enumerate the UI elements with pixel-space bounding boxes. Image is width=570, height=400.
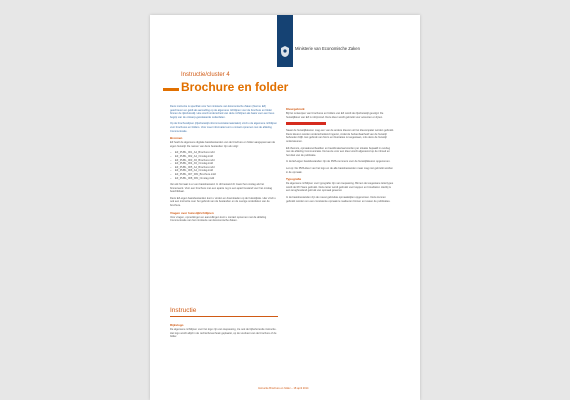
list-item: – EZ_PUBL_008_DIN_Omslag.indd (170, 177, 278, 181)
typo-paragraph: De algemene richtlijnen voor typografie zijn van toepassing. Binnen de toegestane lettertypes wordt de RO Sans gebruikt. Deze letter wordt gebruikt voor koppen en broodtekst. Hierbij is een terughoudend gebruik van opmaak gewenst. (286, 182, 394, 193)
list-item: – EZ_PUBL_005_A4_Brochure.indd (170, 166, 278, 170)
crest-icon (279, 45, 291, 58)
title-accent-line (163, 88, 179, 91)
typo-paragraph-2: In de basisbestanden zijn de meest gebruikte opmaakstijlen opgenomen. Deze kunnen gebruikt worden om een consistente opmaak te realiseren binnen en tussen de publicaties. (286, 195, 391, 203)
rijkslogo-paragraph: De algemene richtlijnen voor het logo zijn van toepassing, zie ook de bijbehorende instructie. Het logo wordt altijd in de rechterbovenhoek geplaatst, op de voorkant van de brochure of de folder. (170, 328, 277, 339)
list-item: – EZ_PUBL_006_A4_Omslag.indd (170, 169, 278, 173)
list-item: – EZ_PUBL_001_A4_Brochure.indd (170, 151, 278, 155)
bronnen-paragraph-2: Van elk formaat is er een basisbestand. In dit bestand zit zowel het omslag als het binnenwerk. Voor een brochure met een aparte rug is een apart bestand voor het omslag beschikbaar. (170, 183, 273, 194)
intro-paragraph-2: Op de brochurelijnen (rijkshuisstijl.nl/communicatiematerialen) vindt u de algemene richtlijnen voor brochures en folders. Voor meer informatie kunt u contact opnemen met de afdeling Communicatie. (170, 122, 277, 133)
kleur-paragraph-4: In de EZ-eigen basisbestanden zijn de PMS-nummers voor de huisstijlkleuren opgenomen. (286, 160, 391, 164)
kleur-paragraph: Bij het ontwerpen van brochures en folders van EZ wordt de rijkshuisstijl gevolgd. De huisstijlkleur van EZ is robijnrood. Deze kleur wordt gebruikt voor accenten en lijnen. (286, 112, 384, 119)
list-item: – EZ_PUBL_004_A5_Omslag.indd (170, 162, 278, 166)
bronnen-paragraph: EZ heeft de algemene digitale basisbestanden van de brochure en folder aangepast aan de eigen huisstijl. De namen van deze bestanden zijn als volgt: (170, 141, 276, 148)
list-item: – EZ_PUBL_007_DIN_Brochure.indd (170, 173, 278, 177)
color-swatch-bar (286, 122, 326, 125)
document-subtitle: Instructie/cluster 4 (181, 72, 230, 78)
ministry-name: Ministerie van Economische Zaken (295, 46, 360, 51)
section-divider (170, 316, 278, 317)
file-list (170, 151, 278, 180)
heading-typografie: Typografie (286, 177, 302, 182)
instructie-section (170, 321, 278, 342)
kleur-paragraph-2: Naast de huisstijlkleuren mag een van de andere kleuren uit het kleurenpalet worden gebruikt. Deze kleuren worden onderscheidend ingezet, zodat de herkenbaarheid van de huisstijl behouden blijft. Het gebruik van foto's en illustraties is toegestaan, mits deze de huisstijl ondersteunen. (286, 129, 394, 143)
left-column (170, 105, 278, 226)
heading-rijkslogo: Rijkslogo (170, 323, 184, 327)
document-page (150, 15, 420, 400)
heading-kleurgebruik: Kleurgebruik (286, 107, 305, 111)
kleur-paragraph-5: Let op: De PMS-kleur van het logo en de alle basisbestanden maar mag niet gebruikt worden in de opmaak. (286, 166, 393, 174)
heading-bronnen: Bronnen (170, 136, 183, 141)
document-title: Brochure en folder (181, 80, 289, 94)
heading-vragen: Vragen over huisstijlrichtlijnen (170, 210, 214, 215)
rijkslogo-bar (277, 15, 293, 67)
right-column (286, 105, 394, 206)
page-footer: Instructie Brochure en folder – 18 april 2014 (258, 387, 309, 390)
bronnen-paragraph-3: Deze EZ-eigen basisbestanden kunt u vinden en downloaden op de huisstijlsite. Hier vindt u ook een instructie over het gebruik van de bestanden en de overige onderdelen van de brochure. (170, 196, 276, 208)
section-title-instructie: Instructie (170, 307, 197, 314)
list-item: – EZ_PUBL_002_A4_Omslag.indd (170, 155, 278, 159)
vragen-paragraph: Voor vragen, opmerkingen en aanvullingen kunt u contact opnemen met de afdeling Communicatie van het ministerie van Economische Zaken. (170, 215, 267, 223)
list-item: – EZ_PUBL_003_A5_Brochure.indd (170, 159, 278, 163)
kleur-paragraph-3: EZ-thema's, opmaakvoorbeelden en beeldmateriaal worden per situatie bepaald in overleg met de afdeling Communicatie. De keuze voor een kleur wordt afgestemd op de inhoud en het doel van de publicatie. (286, 146, 391, 157)
intro-paragraph: Deze instructie is specifiek voor het ministerie van Economische Zaken (hierna: EZ) geschreven en geldt als aanvulling op de algemene richtlijnen voor de brochure en folder binnen de rijkshuisstijl. Hoe wordt onderscheid van deze richtlijnen als basis voor een heus begrip van de ontwerp-gerelateerde onderdelen. (170, 105, 275, 119)
